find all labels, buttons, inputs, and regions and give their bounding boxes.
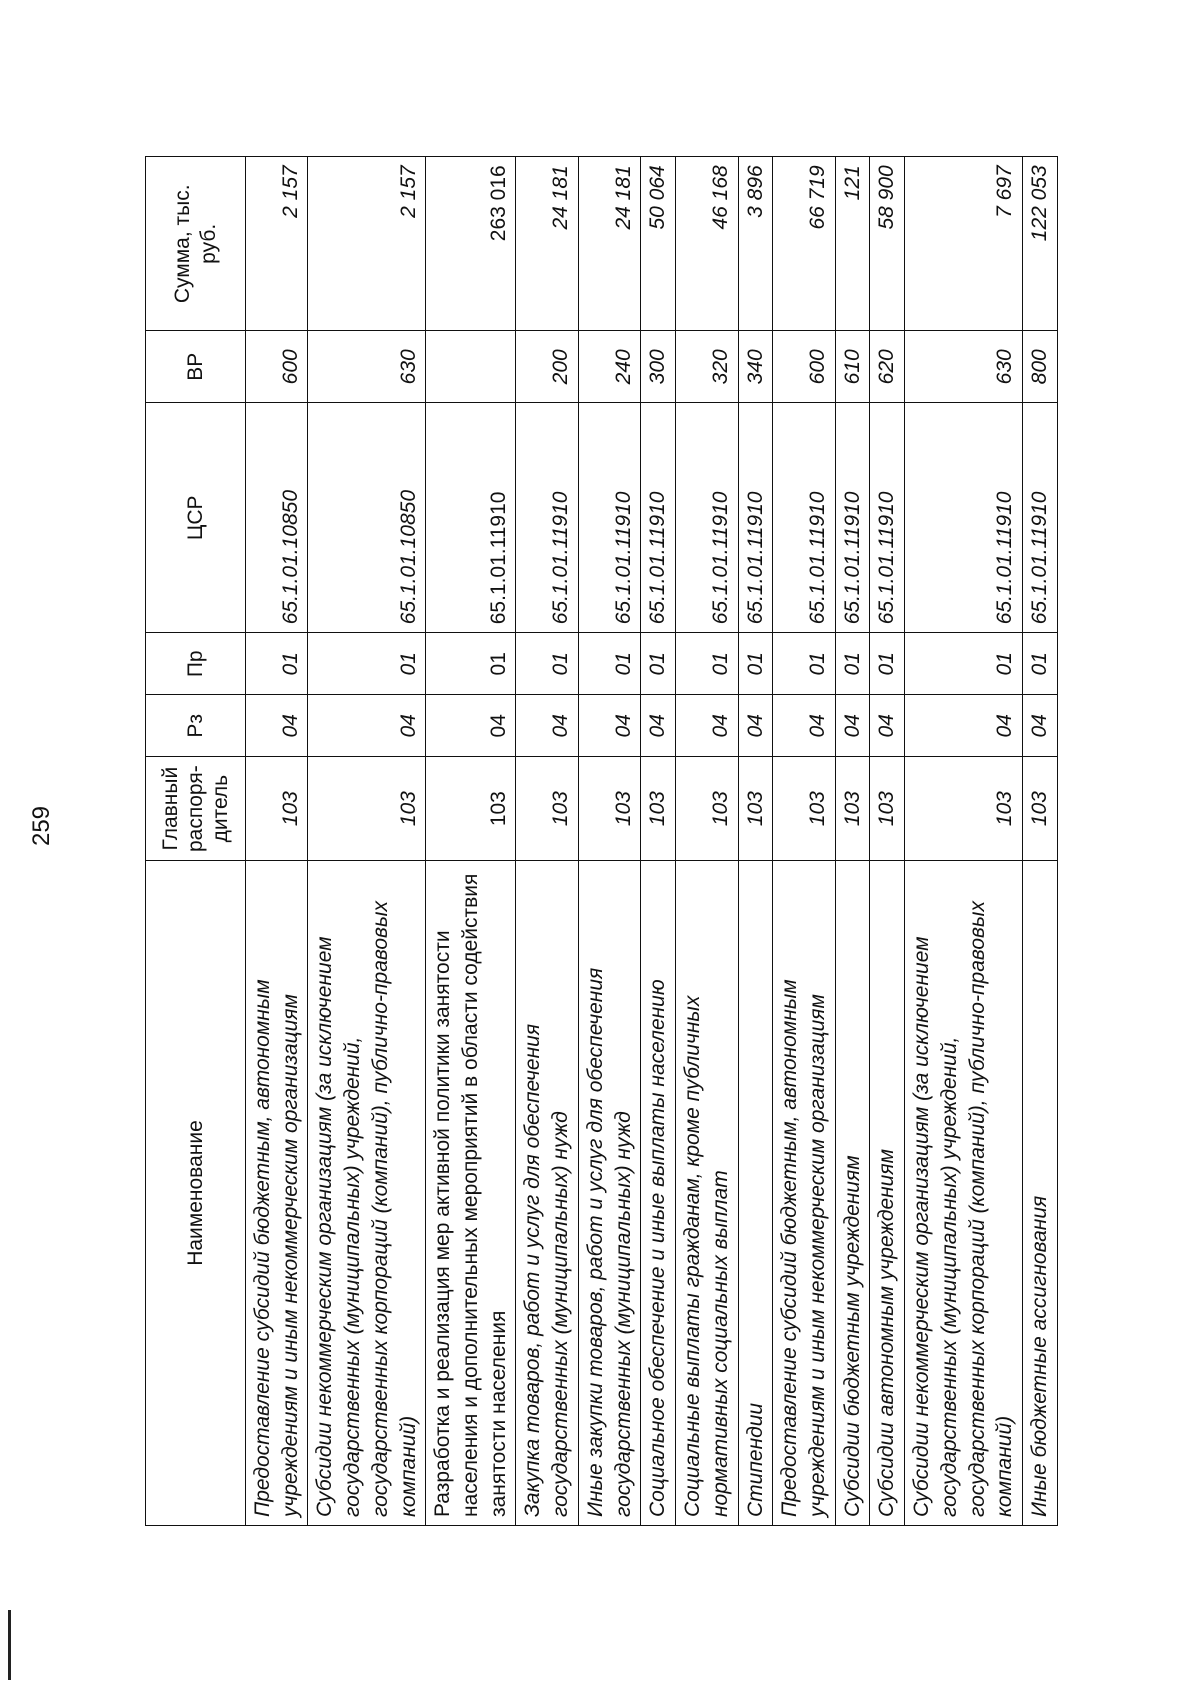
row-name: Субсидии некоммерческим организациям (за исключением государственных (муниципальных) учреждений, государственных корпораций (компаний), публично-правовых компаний) bbox=[905, 861, 1023, 1526]
row-csr: 65.1.01.10850 bbox=[246, 403, 308, 633]
row-vr: 610 bbox=[835, 331, 870, 403]
header-row bbox=[146, 157, 246, 1526]
row-vr: 300 bbox=[641, 331, 676, 403]
row-pr: 01 bbox=[773, 633, 835, 695]
table-row bbox=[516, 157, 578, 1526]
row-csr: 65.1.01.11910 bbox=[773, 403, 835, 633]
row-gr: 103 bbox=[738, 757, 773, 861]
row-sum: 3 896 bbox=[738, 157, 773, 331]
row-sum: 24 181 bbox=[516, 157, 578, 331]
row-gr: 103 bbox=[426, 757, 516, 861]
table-row bbox=[676, 157, 738, 1526]
row-vr: 320 bbox=[676, 331, 738, 403]
row-sum: 50 064 bbox=[641, 157, 676, 331]
table-row bbox=[426, 157, 516, 1526]
row-name: Субсидии некоммерческим организациям (за исключением государственных (муниципальных) учреждений, государственных корпораций (компаний), публично-правовых компаний) bbox=[308, 861, 426, 1526]
row-gr: 103 bbox=[641, 757, 676, 861]
row-sum: 24 181 bbox=[578, 157, 640, 331]
row-name: Субсидии бюджетным учреждениям bbox=[835, 861, 870, 1526]
table-row bbox=[578, 157, 640, 1526]
row-gr: 103 bbox=[578, 757, 640, 861]
row-sum: 122 053 bbox=[1022, 157, 1057, 331]
row-rz: 04 bbox=[426, 695, 516, 757]
row-name: Предоставление субсидий бюджетным, автономным учреждениям и иным некоммерческим организациям bbox=[246, 861, 308, 1526]
scan-corner-mark bbox=[8, 1610, 11, 1680]
row-pr: 01 bbox=[641, 633, 676, 695]
row-csr: 65.1.01.11910 bbox=[578, 403, 640, 633]
row-pr: 01 bbox=[516, 633, 578, 695]
row-name: Предоставление субсидий бюджетным, автономным учреждениям и иным некоммерческим организациям bbox=[773, 861, 835, 1526]
row-vr: 240 bbox=[578, 331, 640, 403]
row-csr: 65.1.01.11910 bbox=[905, 403, 1023, 633]
table-row bbox=[246, 157, 308, 1526]
budget-table bbox=[145, 156, 1058, 1526]
row-pr: 01 bbox=[578, 633, 640, 695]
row-pr: 01 bbox=[246, 633, 308, 695]
row-pr: 01 bbox=[426, 633, 516, 695]
row-name: Социальное обеспечение и иные выплаты населению bbox=[641, 861, 676, 1526]
row-csr: 65.1.01.11910 bbox=[1022, 403, 1057, 633]
row-rz: 04 bbox=[246, 695, 308, 757]
header-rz: Рз bbox=[146, 695, 246, 757]
row-sum: 2 157 bbox=[308, 157, 426, 331]
table-row bbox=[905, 157, 1023, 1526]
table-row bbox=[738, 157, 773, 1526]
row-pr: 01 bbox=[738, 633, 773, 695]
header-gr: Главный распоря-дитель bbox=[146, 757, 246, 861]
table-row bbox=[835, 157, 870, 1526]
row-gr: 103 bbox=[905, 757, 1023, 861]
row-csr: 65.1.01.11910 bbox=[641, 403, 676, 633]
row-vr: 630 bbox=[308, 331, 426, 403]
row-rz: 04 bbox=[773, 695, 835, 757]
row-csr: 65.1.01.11910 bbox=[676, 403, 738, 633]
row-rz: 04 bbox=[676, 695, 738, 757]
table-row bbox=[308, 157, 426, 1526]
row-rz: 04 bbox=[835, 695, 870, 757]
row-name: Социальные выплаты гражданам, кроме публичных нормативных социальных выплат bbox=[676, 861, 738, 1526]
row-name: Стипендии bbox=[738, 861, 773, 1526]
row-pr: 01 bbox=[1022, 633, 1057, 695]
header-vr: ВР bbox=[146, 331, 246, 403]
row-name: Субсидии автономным учреждениям bbox=[870, 861, 905, 1526]
row-pr: 01 bbox=[308, 633, 426, 695]
row-sum: 46 168 bbox=[676, 157, 738, 331]
row-rz: 04 bbox=[1022, 695, 1057, 757]
row-csr: 65.1.01.11910 bbox=[516, 403, 578, 633]
row-gr: 103 bbox=[308, 757, 426, 861]
row-name: Иные закупки товаров, работ и услуг для обеспечения государственных (муниципальных) нужд bbox=[578, 861, 640, 1526]
row-vr bbox=[426, 331, 516, 403]
row-pr: 01 bbox=[676, 633, 738, 695]
table-row bbox=[773, 157, 835, 1526]
header-pr: Пр bbox=[146, 633, 246, 695]
row-rz: 04 bbox=[905, 695, 1023, 757]
row-name: Закупка товаров, работ и услуг для обеспечения государственных (муниципальных) нужд bbox=[516, 861, 578, 1526]
row-vr: 620 bbox=[870, 331, 905, 403]
row-rz: 04 bbox=[578, 695, 640, 757]
row-sum: 58 900 bbox=[870, 157, 905, 331]
row-rz: 04 bbox=[516, 695, 578, 757]
row-sum: 263 016 bbox=[426, 157, 516, 331]
row-vr: 600 bbox=[246, 331, 308, 403]
row-csr: 65.1.01.11910 bbox=[738, 403, 773, 633]
row-sum: 121 bbox=[835, 157, 870, 331]
header-sum: Сумма, тыс. руб. bbox=[146, 157, 246, 331]
table-row bbox=[641, 157, 676, 1526]
row-vr: 340 bbox=[738, 331, 773, 403]
row-pr: 01 bbox=[905, 633, 1023, 695]
page-number: 259 bbox=[28, 805, 55, 847]
row-name: Разработка и реализация мер активной политики занятости населения и дополнительных мероприятий в области содействия занятости населения bbox=[426, 861, 516, 1526]
row-rz: 04 bbox=[641, 695, 676, 757]
row-rz: 04 bbox=[308, 695, 426, 757]
row-vr: 630 bbox=[905, 331, 1023, 403]
row-gr: 103 bbox=[676, 757, 738, 861]
row-pr: 01 bbox=[835, 633, 870, 695]
row-name: Иные бюджетные ассигнования bbox=[1022, 861, 1057, 1526]
table-row bbox=[1022, 157, 1057, 1526]
header-name: Наименование bbox=[146, 861, 246, 1526]
row-rz: 04 bbox=[870, 695, 905, 757]
row-sum: 2 157 bbox=[246, 157, 308, 331]
row-sum: 66 719 bbox=[773, 157, 835, 331]
row-csr: 65.1.01.11910 bbox=[870, 403, 905, 633]
row-gr: 103 bbox=[835, 757, 870, 861]
row-gr: 103 bbox=[246, 757, 308, 861]
row-gr: 103 bbox=[1022, 757, 1057, 861]
row-csr: 65.1.01.10850 bbox=[308, 403, 426, 633]
row-vr: 200 bbox=[516, 331, 578, 403]
row-csr: 65.1.01.11910 bbox=[426, 403, 516, 633]
row-rz: 04 bbox=[738, 695, 773, 757]
row-vr: 600 bbox=[773, 331, 835, 403]
table-row bbox=[870, 157, 905, 1526]
header-csr: ЦСР bbox=[146, 403, 246, 633]
row-vr: 800 bbox=[1022, 331, 1057, 403]
row-gr: 103 bbox=[773, 757, 835, 861]
row-gr: 103 bbox=[870, 757, 905, 861]
row-gr: 103 bbox=[516, 757, 578, 861]
row-sum: 7 697 bbox=[905, 157, 1023, 331]
row-pr: 01 bbox=[870, 633, 905, 695]
row-csr: 65.1.01.11910 bbox=[835, 403, 870, 633]
